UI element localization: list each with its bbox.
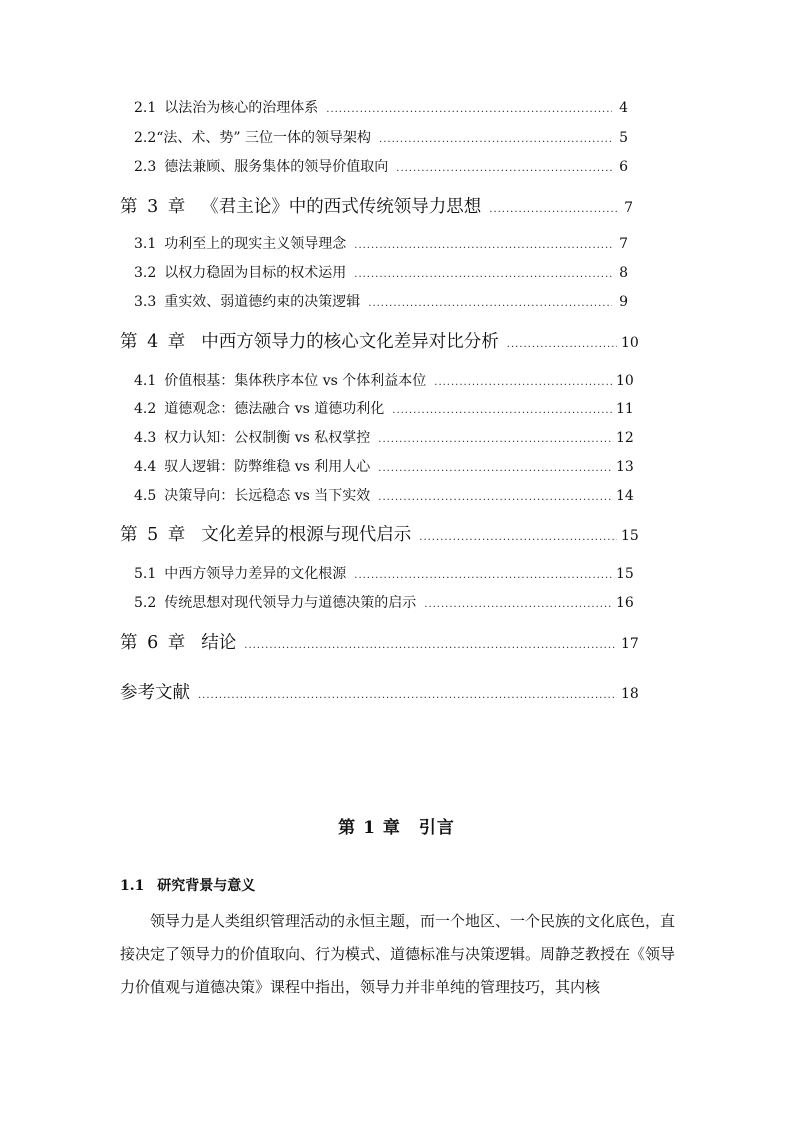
toc-entry[interactable] — [134, 262, 628, 282]
toc-entry-page: 17 — [621, 636, 639, 652]
toc-entry[interactable] — [134, 127, 628, 147]
toc-entry-page: 4 — [619, 100, 628, 116]
toc-entry-number: 4.1 — [134, 373, 157, 389]
toc-entry-title: “法、术、势” 三位一体的领导架构 — [156, 130, 372, 146]
toc-leader-dots — [354, 269, 612, 280]
toc-entry-number: 第 4 章 — [120, 332, 188, 352]
toc-entry-number: 2.1 — [134, 100, 157, 116]
toc-entry-page: 10 — [616, 373, 634, 389]
toc-leader-dots — [392, 405, 612, 416]
toc-entry-title: 《君主论》中的西式传统领导力思想 — [201, 197, 482, 217]
toc-leader-dots — [326, 104, 612, 115]
toc-entry-number: 2.2 — [134, 130, 157, 146]
toc-entry-page: 5 — [619, 130, 628, 146]
toc-entry-title: 中西方领导力差异的文化根源 — [164, 566, 347, 582]
toc-entry[interactable] — [134, 97, 628, 117]
toc-entry-title: 文化差异的根源与现代启示 — [201, 525, 412, 545]
toc-entry-page: 15 — [616, 566, 634, 582]
toc-chapter-entry[interactable] — [120, 193, 633, 218]
toc-chapter-entry[interactable] — [120, 521, 639, 546]
toc-entry-title: 权力认知：公权制衡 vs 私权掌控 — [164, 430, 371, 446]
toc-leader-dots — [378, 492, 612, 503]
toc-entry-number: 3.1 — [134, 236, 157, 252]
toc-entry-number: 第 5 章 — [120, 525, 188, 545]
toc-entry-page: 12 — [616, 430, 634, 446]
toc-entry-number: 4.3 — [134, 430, 157, 446]
toc-leader-dots — [434, 377, 612, 388]
toc-entry[interactable] — [134, 233, 628, 253]
chapter-heading: 第 1 章 引言 — [338, 818, 455, 838]
toc-entry-page: 15 — [621, 528, 639, 544]
toc-leader-dots — [198, 690, 617, 701]
section-heading — [120, 875, 255, 895]
toc-entry-page: 13 — [616, 459, 634, 475]
toc-leader-dots — [379, 134, 612, 145]
toc-entry-page: 10 — [621, 335, 639, 351]
toc-entry-number: 5.2 — [134, 595, 157, 611]
toc-entry-number: 第 6 章 — [120, 633, 188, 653]
toc-entry[interactable] — [134, 427, 634, 447]
toc-entry-page: 9 — [619, 294, 628, 310]
toc-entry-number: 4.2 — [134, 401, 157, 417]
toc-leader-dots — [354, 240, 612, 251]
toc-entry-number: 4.4 — [134, 459, 157, 475]
toc-entry-number: 5.1 — [134, 566, 157, 582]
toc-entry[interactable] — [134, 563, 634, 583]
toc-entry-page: 6 — [619, 159, 628, 175]
toc-entry[interactable] — [134, 485, 634, 505]
section-number: 1.1 — [120, 878, 145, 894]
toc-entry[interactable] — [134, 291, 628, 311]
toc-entry-page: 16 — [616, 595, 634, 611]
toc-entry-title: 道德观念：德法融合 vs 道德功利化 — [164, 401, 385, 417]
toc-entry-title: 德法兼顾、服务集体的领导价值取向 — [164, 159, 389, 175]
body-paragraph: 领导力是人类组织管理活动的永恒主题，而一个地区、一个民族的文化底色，直接决定了领导力的价值取向、行为模式、道德标准与决策逻辑。周静芝教授在《领导力价值观与道德决策》课程中指出，领导力并非单纯的管理技巧，其内核 — [120, 912, 676, 996]
toc-entry-title: 参考文献 — [120, 683, 190, 703]
toc-entry-page: 11 — [616, 401, 634, 417]
toc-entry-number: 3.3 — [134, 294, 157, 310]
toc-entry-title: 价值根基：集体秩序本位 vs 个体利益本位 — [164, 373, 427, 389]
toc-entry-page: 14 — [616, 488, 634, 504]
toc-entry-title: 功利至上的现实主义领导理念 — [164, 236, 347, 252]
toc-leader-dots — [368, 298, 612, 309]
toc-leader-dots — [396, 163, 612, 174]
toc-leader-dots — [419, 532, 617, 543]
toc-leader-dots — [507, 339, 617, 350]
toc-leader-dots — [378, 434, 612, 445]
toc-entry-page: 7 — [624, 200, 633, 216]
toc-entry-title: 驭人逻辑：防弊维稳 vs 利用人心 — [164, 459, 371, 475]
toc-leader-dots — [424, 599, 612, 610]
toc-entry-title: 重实效、弱道德约束的决策逻辑 — [164, 294, 361, 310]
toc-entry-page: 7 — [619, 236, 628, 252]
toc-references-entry[interactable] — [120, 679, 639, 704]
toc-chapter-entry[interactable] — [120, 328, 639, 353]
toc-entry-number: 2.3 — [134, 159, 157, 175]
toc-entry[interactable] — [134, 456, 634, 476]
toc-entry[interactable] — [134, 592, 634, 612]
toc-entry-title: 传统思想对现代领导力与道德决策的启示 — [164, 595, 417, 611]
toc-leader-dots — [244, 640, 617, 651]
toc-entry[interactable] — [134, 370, 634, 390]
toc-entry[interactable] — [134, 398, 634, 418]
toc-entry-number: 3.2 — [134, 265, 157, 281]
toc-leader-dots — [378, 463, 612, 474]
toc-chapter-entry[interactable] — [120, 629, 639, 654]
toc-entry-page: 18 — [621, 686, 639, 702]
toc-leader-dots — [354, 570, 612, 581]
toc-entry-page: 8 — [619, 265, 628, 281]
toc-entry-number: 第 3 章 — [120, 197, 188, 217]
toc-entry-title: 结论 — [201, 633, 237, 653]
toc-entry-title: 以法治为核心的治理体系 — [164, 100, 319, 116]
toc-entry-title: 中西方领导力的核心文化差异对比分析 — [201, 332, 499, 352]
toc-entry-title: 以权力稳固为目标的权术运用 — [164, 265, 347, 281]
toc-entry[interactable] — [134, 156, 628, 176]
toc-entry-number: 4.5 — [134, 488, 157, 504]
toc-entry-title: 决策导向：长远稳态 vs 当下实效 — [164, 488, 371, 504]
section-title: 研究背景与意义 — [157, 878, 256, 894]
toc-leader-dots — [489, 204, 617, 215]
